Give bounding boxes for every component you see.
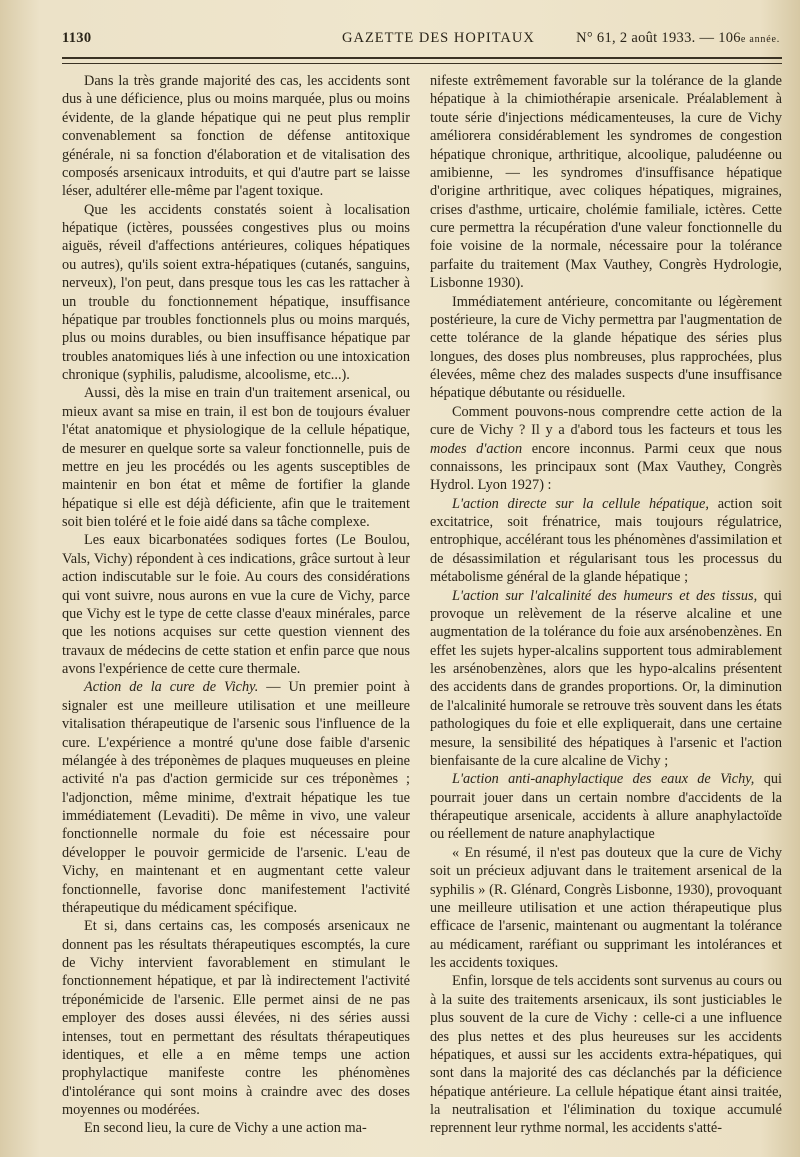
paragraph-lead: L'action sur l'alcalinité des humeurs et des tissus, [452, 587, 758, 604]
issue-date: N° 61, 2 août 1933. — 106 [576, 30, 741, 46]
paragraph [62, 1119, 410, 1137]
paragraph-text: — Un premier point à signaler est une meilleure utilisation et une meilleure vitalisation thérapeutique de l'arsenic sous l'influence de la cure. L'expérience a montré qu'une dose faible d'arsenic mélangée à des tréponèmes de plaques muqueuses en pleine activité n'a pas d'action germicide sur ces tréponèmes ; l'adjonction, même minime, d'extrait hépatique les tue immédiatement (Levaditi). De même in vivo, une valeur fonctionnelle normale du foie est nécessaire pour développer le pouvoir germicide de l'arsenic. L'eau de Vichy, en maintenant et en augmentant cette valeur fonctionnelle, favorise donc manifestement l'activité thérapeutique du médicament spécifique. [62, 679, 410, 916]
paragraph-lead: Action de la cure de Vichy. [84, 679, 259, 696]
paragraph [62, 201, 410, 385]
paragraph [62, 72, 410, 201]
paragraph-text: nifeste extrêmement favorable sur la tolérance de la glande hépatique à la chimiothérapie arsenicale. Préalablement à toute série d'injections médicamenteuses, la cure de Vichy améliorera considérablement les syndromes de congestion hépatique chronique, arthritique, alcoolique, paludéenne ou amibienne, — les syndromes d'insuffisance hépatique d'origine arthritique, avec coliques hépatiques, migraines, crises d'asthme, urticaire, cholémie familiale, ictères. Cette cure permettra la récupération d'une valeur fonctionnelle du foie voisine de la normale, nécessaire pour la tolérance parfaite du traitement (Max Vauthey, Congrès Hydrologie, Lisbonne 1930). [430, 73, 782, 292]
paragraph-lead: L'action directe sur la cellule hépatique, [452, 495, 709, 512]
paragraph-lead: L'action anti-anaphylactique des eaux de Vichy, [452, 771, 755, 788]
paragraph-text: Enfin, lorsque de tels accidents sont survenus au cours ou à la suite des traitements arsenicaux, ils sont justiciables le plus souvent de la cure de Vichy : celle-ci a une influence des plus nettes et des plus heureuses sur les accidents hépatiques, et aussi sur les accidents extra-hépatiques, qui sont dans la majorité des cas déclanchés par la déficience hépatique antérieure. La cellule hépatique étant ainsi traitée, la neutralisation et l'élimination du toxique accumulé reprennent leur rythme normal, les accidents s'atté- [430, 973, 782, 1137]
paragraph-text: Dans la très grande majorité des cas, les accidents sont dus à une déficience, plus ou moins marquée, plus ou moins évidente, de la glande hépatique qui ne peut plus remplir convenablement sa fonction de défense antitoxique générale, ni sa fonction d'élaboration et de vitalisation des composés arsenicaux introduits, et qui d'autre part se laisse léser, adultérer elle-même par l'agent toxique. [62, 73, 410, 200]
issue-info [576, 30, 780, 47]
paragraph [62, 678, 410, 917]
journal-title: GAZETTE DES HOPITAUX [342, 30, 535, 46]
paragraph [430, 403, 782, 495]
right-column [430, 72, 782, 1138]
paragraph-text: Que les accidents constatés soient à localisation hépatique (ictères, poussées congestives plus ou moins aiguës, réveil d'affections antérieures, coliques hépatiques ou autres), qu'ils soient extra-hépatiques (cutanés, sanguins, nerveux), l'on peut, dans presque tous les cas les rattacher à un trouble du fonctionnement hépatique, insuffisance hépatique par troubles fonctionnels plus ou moins marqués, plus ou moins durables, ou bien insuffisance hépatique par troubles anatomiques liés à une infection ou une intoxication chronique (syphilis, paludisme, alcoolisme, etc...). [62, 201, 410, 383]
paragraph-text: Et si, dans certains cas, les composés arsenicaux ne donnent pas les résultats thérapeutiques escomptés, la cure de Vichy intervient favorablement en stimulant le fonctionnement hépatique, et par là indirectement l'activité tréponémicide de l'arsenic. Elle permet ainsi de ne pas employer des doses aussi élevées, ni des séries aussi intenses, tout en permettant des résultats thérapeutiques identiques, et elle a en même temps une action prophylactique manifeste contre les phénomènes d'intolérance qui sont moins à craindre avec des doses moyennes ou modérées. [62, 918, 410, 1118]
paragraph-text: Immédiatement antérieure, concomitante ou légèrement postérieure, la cure de Vichy permettra par l'augmentation de cette tolérance de la glande hépatique des séries plus longues, des doses plus nombreuses, plus rapprochées, plus élevées, même chez des malades suspects d'une insuffisance hépatique débutante ou résiduelle. [430, 293, 782, 402]
paragraph-text: qui provoque un relèvement de la réserve alcaline et une augmentation de la tolérance du foie aux arsénobenzènes. En effet les sujets hyper-alcalins supportent tous admirablement les arsénobenzènes, alors que les hypo-alcalins présentent des accidents dans de grandes proportions. Or, la diminution de l'alcalinité humorale se retrouve très souvent dans les états pathologiques du foie et elle expliquerait, dans une certaine mesure, la sensibilité des hépatiques à l'arsenic et l'action bienfaisante de la cure alcaline de Vichy ; [430, 587, 783, 769]
paragraph [430, 72, 782, 293]
paragraph [430, 587, 782, 771]
paragraph [430, 844, 782, 973]
page-header [62, 30, 780, 52]
paragraph [430, 770, 782, 844]
paragraph-emphasis: modes d'action [430, 440, 523, 457]
paragraph [62, 917, 410, 1119]
paragraph-text: « En résumé, il n'est pas douteux que la cure de Vichy soit un précieux adjuvant dans le traitement arsenical de la syphilis » (R. Glénard, Congrès Lisbonne, 1930), provoquant une meilleure utilisation et une action thérapeutique plus efficace de l'arsenic, maintenant ou augmentant la tolérance au médicament, raréfiant ou supprimant les intolérances et les accidents toxiques. [430, 844, 782, 971]
paragraph [430, 495, 782, 587]
paragraph-text: Comment pouvons-nous comprendre cette action de la cure de Vichy ? Il y a d'abord tous les facteurs et tous les [430, 403, 782, 439]
paragraph-text: Les eaux bicarbonatées sodiques fortes (Le Boulou, Vals, Vichy) répondent à ces indications, grâce surtout à leur action indiscutable sur le foie. Au cours des considérations qui vont suivre, nous aurons en vue la cure de Vichy, parce que Vichy est le type de cette classe d'eaux minérales, parce que les notions acquises sur cette question viennent des travaux de médecins de cette station et enfin parce que nous avons l'expérience de cette cure thermale. [62, 532, 410, 677]
paragraph [430, 293, 782, 403]
paragraph [62, 384, 410, 531]
paragraph-tail: encore inconnus. Parmi ceux que nous connaissons, les principaux sont (Max Vauthey, Congrès Hydrol. Lyon 1927) : [430, 440, 782, 494]
issue-year-suffix: e année. [740, 34, 780, 45]
paragraph-text: En second lieu, la cure de Vichy a une action ma- [84, 1120, 367, 1137]
paragraph-text: qui pourrait jouer dans un certain nombre d'accidents de la thérapeutique arsenicale, accidents à allure anaphylactoïde ou réellement de nature anaphylactique [430, 771, 782, 843]
paragraph-text: Aussi, dès la mise en train d'un traitement arsenical, ou mieux avant sa mise en train, il est bon de toujours évaluer l'état anatomique et physiologique de la cellule hépatique, de mesurer en quelque sorte sa valeur fonctionnelle, puis de mettre en jeu les procédés ou les agents susceptibles de maintenir en bon état et même de fortifier la glande hépatique si elle est déjà déficiente, afin que le traitement soit bien toléré et le foie aidé dans sa tâche complexe. [62, 385, 410, 530]
paragraph-text: action soit excitatrice, soit frénatrice, mais toujours régulatrice, entrophique, accélérant tous les phénomènes d'assimilation et de désassimilation et régularisant tous les processus du métabolisme général de la glande hépatique ; [430, 495, 782, 586]
paragraph [430, 972, 782, 1137]
page-number: 1130 [62, 30, 92, 46]
header-rule [62, 57, 782, 64]
paragraph [62, 531, 410, 678]
left-column [62, 72, 410, 1138]
